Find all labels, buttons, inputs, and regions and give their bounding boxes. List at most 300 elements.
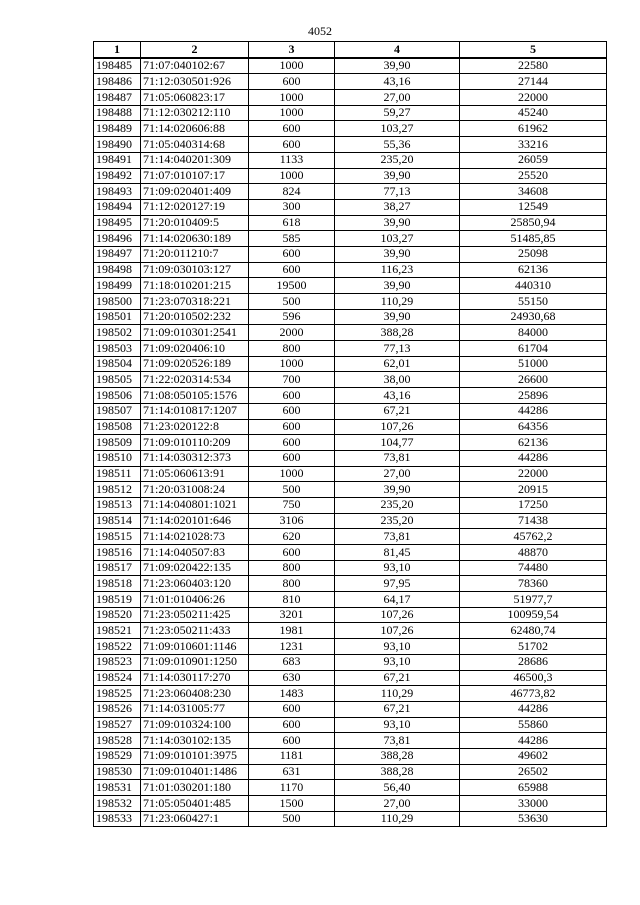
cadastral-number-cell: 71:14:030312:373 [141, 450, 249, 466]
cadastral-number-cell: 71:09:010601:1146 [141, 639, 249, 655]
value-cell: 84000 [460, 325, 607, 341]
value-cell: 22000 [460, 90, 607, 106]
area-cell: 800 [249, 341, 335, 357]
row-id-cell: 198532 [94, 796, 141, 812]
cadastral-number-cell: 71:08:050105:1576 [141, 388, 249, 404]
cadastral-number-cell: 71:09:010901:1250 [141, 654, 249, 670]
cadastral-number-cell: 71:14:030102:135 [141, 733, 249, 749]
table-row [94, 639, 607, 655]
rate-cell: 39,90 [335, 309, 460, 325]
cadastral-number-cell: 71:23:050211:425 [141, 607, 249, 623]
row-id-cell: 198490 [94, 137, 141, 153]
row-id-cell: 198528 [94, 733, 141, 749]
row-id-cell: 198493 [94, 184, 141, 200]
table-row [94, 58, 607, 74]
rate-cell: 38,27 [335, 199, 460, 215]
table-row [94, 623, 607, 639]
area-cell: 630 [249, 670, 335, 686]
rate-cell: 103,27 [335, 231, 460, 247]
rate-cell: 104,77 [335, 435, 460, 451]
value-cell: 12549 [460, 199, 607, 215]
row-id-cell: 198520 [94, 607, 141, 623]
table-row [94, 748, 607, 764]
row-id-cell: 198521 [94, 623, 141, 639]
value-cell: 64356 [460, 419, 607, 435]
row-id-cell: 198500 [94, 294, 141, 310]
cadastral-number-cell: 71:23:070318:221 [141, 294, 249, 310]
area-cell: 750 [249, 497, 335, 513]
area-cell: 1000 [249, 356, 335, 372]
area-cell: 1500 [249, 796, 335, 812]
row-id-cell: 198529 [94, 748, 141, 764]
cadastral-number-cell: 71:07:040102:67 [141, 58, 249, 74]
area-cell: 620 [249, 529, 335, 545]
area-cell: 683 [249, 654, 335, 670]
row-id-cell: 198533 [94, 811, 141, 827]
table-row [94, 497, 607, 513]
cadastral-number-cell: 71:14:040507:83 [141, 545, 249, 561]
row-id-cell: 198515 [94, 529, 141, 545]
table-row [94, 513, 607, 529]
area-cell: 824 [249, 184, 335, 200]
value-cell: 61962 [460, 121, 607, 137]
rate-cell: 27,00 [335, 466, 460, 482]
value-cell: 65988 [460, 780, 607, 796]
cadastral-number-cell: 71:20:010409:5 [141, 215, 249, 231]
rate-cell: 59,27 [335, 105, 460, 121]
value-cell: 33000 [460, 796, 607, 812]
value-cell: 51485,85 [460, 231, 607, 247]
rate-cell: 43,16 [335, 388, 460, 404]
table-row [94, 686, 607, 702]
cadastral-number-cell: 71:23:060427:1 [141, 811, 249, 827]
cadastral-number-cell: 71:14:020606:88 [141, 121, 249, 137]
cadastral-number-cell: 71:20:031008:24 [141, 482, 249, 498]
row-id-cell: 198492 [94, 168, 141, 184]
rate-cell: 93,10 [335, 717, 460, 733]
rate-cell: 97,95 [335, 576, 460, 592]
value-cell: 25098 [460, 246, 607, 262]
area-cell: 1133 [249, 152, 335, 168]
value-cell: 34608 [460, 184, 607, 200]
table-row [94, 780, 607, 796]
area-cell: 500 [249, 811, 335, 827]
table-row [94, 545, 607, 561]
rate-cell: 388,28 [335, 325, 460, 341]
rate-cell: 77,13 [335, 184, 460, 200]
area-cell: 1170 [249, 780, 335, 796]
row-id-cell: 198486 [94, 74, 141, 90]
cadastral-number-cell: 71:23:060403:120 [141, 576, 249, 592]
cadastral-number-cell: 71:05:060613:91 [141, 466, 249, 482]
value-cell: 17250 [460, 497, 607, 513]
table-row [94, 341, 607, 357]
row-id-cell: 198509 [94, 435, 141, 451]
rate-cell: 73,81 [335, 733, 460, 749]
cadastral-number-cell: 71:23:060408:230 [141, 686, 249, 702]
rate-cell: 73,81 [335, 450, 460, 466]
area-cell: 618 [249, 215, 335, 231]
value-cell: 22580 [460, 58, 607, 74]
rate-cell: 93,10 [335, 639, 460, 655]
value-cell: 44286 [460, 403, 607, 419]
table-row [94, 450, 607, 466]
rate-cell: 110,29 [335, 686, 460, 702]
value-cell: 46500,3 [460, 670, 607, 686]
rate-cell: 235,20 [335, 497, 460, 513]
table-row [94, 372, 607, 388]
table-row [94, 560, 607, 576]
area-cell: 600 [249, 121, 335, 137]
value-cell: 78360 [460, 576, 607, 592]
value-cell: 440310 [460, 278, 607, 294]
area-cell: 1181 [249, 748, 335, 764]
rate-cell: 110,29 [335, 811, 460, 827]
table-row [94, 294, 607, 310]
cadastral-number-cell: 71:14:040201:309 [141, 152, 249, 168]
cadastral-number-cell: 71:14:031005:77 [141, 701, 249, 717]
rate-cell: 39,90 [335, 168, 460, 184]
area-cell: 600 [249, 74, 335, 90]
row-id-cell: 198508 [94, 419, 141, 435]
area-cell: 1000 [249, 105, 335, 121]
area-cell: 600 [249, 435, 335, 451]
area-cell: 600 [249, 246, 335, 262]
row-id-cell: 198489 [94, 121, 141, 137]
value-cell: 45762,2 [460, 529, 607, 545]
cadastral-number-cell: 71:09:010101:3975 [141, 748, 249, 764]
row-id-cell: 198522 [94, 639, 141, 655]
value-cell: 26502 [460, 764, 607, 780]
value-cell: 48870 [460, 545, 607, 561]
area-cell: 810 [249, 592, 335, 608]
rate-cell: 39,90 [335, 246, 460, 262]
cadastral-number-cell: 71:09:030103:127 [141, 262, 249, 278]
cadastral-number-cell: 71:18:010201:215 [141, 278, 249, 294]
table-row [94, 356, 607, 372]
table-row [94, 717, 607, 733]
rate-cell: 39,90 [335, 482, 460, 498]
area-cell: 1000 [249, 466, 335, 482]
cadastral-number-cell: 71:20:011210:7 [141, 246, 249, 262]
table-row [94, 529, 607, 545]
rate-cell: 107,26 [335, 623, 460, 639]
area-cell: 600 [249, 701, 335, 717]
value-cell: 28686 [460, 654, 607, 670]
row-id-cell: 198527 [94, 717, 141, 733]
table-row [94, 278, 607, 294]
area-cell: 1000 [249, 58, 335, 74]
cadastral-number-cell: 71:09:020401:409 [141, 184, 249, 200]
table-row [94, 184, 607, 200]
table-row [94, 215, 607, 231]
cadastral-number-cell: 71:09:010401:1486 [141, 764, 249, 780]
table-row [94, 701, 607, 717]
area-cell: 19500 [249, 278, 335, 294]
area-cell: 600 [249, 388, 335, 404]
table-row [94, 403, 607, 419]
row-id-cell: 198502 [94, 325, 141, 341]
value-cell: 26600 [460, 372, 607, 388]
row-id-cell: 198506 [94, 388, 141, 404]
table-row [94, 262, 607, 278]
cadastral-number-cell: 71:09:020422:135 [141, 560, 249, 576]
row-id-cell: 198505 [94, 372, 141, 388]
table-row [94, 199, 607, 215]
row-id-cell: 198487 [94, 90, 141, 106]
table-row [94, 388, 607, 404]
rate-cell: 67,21 [335, 403, 460, 419]
cadastral-number-cell: 71:20:010502:232 [141, 309, 249, 325]
table-row [94, 74, 607, 90]
value-cell: 44286 [460, 733, 607, 749]
value-cell: 71438 [460, 513, 607, 529]
area-cell: 631 [249, 764, 335, 780]
column-header-5: 5 [460, 42, 607, 58]
cadastral-number-cell: 71:09:010301:2541 [141, 325, 249, 341]
rate-cell: 73,81 [335, 529, 460, 545]
cadastral-number-cell: 71:09:020526:189 [141, 356, 249, 372]
value-cell: 74480 [460, 560, 607, 576]
row-id-cell: 198488 [94, 105, 141, 121]
row-id-cell: 198523 [94, 654, 141, 670]
value-cell: 24930,68 [460, 309, 607, 325]
cadastral-number-cell: 71:09:020406:10 [141, 341, 249, 357]
row-id-cell: 198499 [94, 278, 141, 294]
row-id-cell: 198518 [94, 576, 141, 592]
table-row [94, 231, 607, 247]
page-number: 4052 [308, 24, 332, 38]
value-cell: 33216 [460, 137, 607, 153]
rate-cell: 55,36 [335, 137, 460, 153]
value-cell: 62480,74 [460, 623, 607, 639]
table-row [94, 466, 607, 482]
area-cell: 600 [249, 137, 335, 153]
cadastral-number-cell: 71:14:020630:189 [141, 231, 249, 247]
rate-cell: 67,21 [335, 701, 460, 717]
value-cell: 62136 [460, 435, 607, 451]
rate-cell: 81,45 [335, 545, 460, 561]
area-cell: 596 [249, 309, 335, 325]
area-cell: 3106 [249, 513, 335, 529]
table-row [94, 764, 607, 780]
rate-cell: 39,90 [335, 215, 460, 231]
row-id-cell: 198498 [94, 262, 141, 278]
rate-cell: 235,20 [335, 152, 460, 168]
row-id-cell: 198512 [94, 482, 141, 498]
cadastral-number-cell: 71:09:010110:209 [141, 435, 249, 451]
table-row [94, 607, 607, 623]
cadastral-number-cell: 71:12:030212:110 [141, 105, 249, 121]
area-cell: 600 [249, 419, 335, 435]
row-id-cell: 198524 [94, 670, 141, 686]
row-id-cell: 198495 [94, 215, 141, 231]
value-cell: 20915 [460, 482, 607, 498]
cadastral-number-cell: 71:14:040801:1021 [141, 497, 249, 513]
rate-cell: 116,23 [335, 262, 460, 278]
area-cell: 1483 [249, 686, 335, 702]
area-cell: 300 [249, 199, 335, 215]
row-id-cell: 198513 [94, 497, 141, 513]
value-cell: 25896 [460, 388, 607, 404]
table-row [94, 90, 607, 106]
area-cell: 1000 [249, 168, 335, 184]
rate-cell: 56,40 [335, 780, 460, 796]
area-cell: 1000 [249, 90, 335, 106]
rate-cell: 77,13 [335, 341, 460, 357]
rate-cell: 27,00 [335, 90, 460, 106]
cadastral-number-cell: 71:09:010324:100 [141, 717, 249, 733]
cadastral-number-cell: 71:01:010406:26 [141, 592, 249, 608]
table-row [94, 246, 607, 262]
cadastral-number-cell: 71:01:030201:180 [141, 780, 249, 796]
table-row [94, 482, 607, 498]
cadastral-number-cell: 71:12:030501:926 [141, 74, 249, 90]
row-id-cell: 198504 [94, 356, 141, 372]
area-cell: 600 [249, 717, 335, 733]
column-header-4: 4 [335, 42, 460, 58]
cadastral-number-cell: 71:05:040314:68 [141, 137, 249, 153]
row-id-cell: 198501 [94, 309, 141, 325]
row-id-cell: 198525 [94, 686, 141, 702]
cadastral-number-cell: 71:05:050401:485 [141, 796, 249, 812]
row-id-cell: 198519 [94, 592, 141, 608]
area-cell: 600 [249, 545, 335, 561]
table-row [94, 811, 607, 827]
area-cell: 800 [249, 576, 335, 592]
value-cell: 45240 [460, 105, 607, 121]
area-cell: 2000 [249, 325, 335, 341]
rate-cell: 39,90 [335, 58, 460, 74]
column-header-3: 3 [249, 42, 335, 58]
area-cell: 1981 [249, 623, 335, 639]
value-cell: 22000 [460, 466, 607, 482]
rate-cell: 103,27 [335, 121, 460, 137]
table-row [94, 796, 607, 812]
cadastral-number-cell: 71:14:020101:646 [141, 513, 249, 529]
row-id-cell: 198507 [94, 403, 141, 419]
row-id-cell: 198491 [94, 152, 141, 168]
table-row [94, 325, 607, 341]
value-cell: 55150 [460, 294, 607, 310]
value-cell: 25520 [460, 168, 607, 184]
row-id-cell: 198494 [94, 199, 141, 215]
value-cell: 51702 [460, 639, 607, 655]
table-row [94, 654, 607, 670]
row-id-cell: 198485 [94, 58, 141, 74]
rate-cell: 388,28 [335, 748, 460, 764]
cadastral-number-cell: 71:14:010817:1207 [141, 403, 249, 419]
table-row [94, 309, 607, 325]
area-cell: 1231 [249, 639, 335, 655]
table-row [94, 152, 607, 168]
row-id-cell: 198531 [94, 780, 141, 796]
cadastral-number-cell: 71:05:060823:17 [141, 90, 249, 106]
area-cell: 500 [249, 482, 335, 498]
table-row [94, 576, 607, 592]
value-cell: 27144 [460, 74, 607, 90]
rate-cell: 27,00 [335, 796, 460, 812]
area-cell: 600 [249, 733, 335, 749]
cadastral-number-cell: 71:14:030117:270 [141, 670, 249, 686]
row-id-cell: 198503 [94, 341, 141, 357]
value-cell: 51977,7 [460, 592, 607, 608]
value-cell: 44286 [460, 701, 607, 717]
table-row [94, 670, 607, 686]
table-row [94, 435, 607, 451]
value-cell: 25850,94 [460, 215, 607, 231]
cadastral-number-cell: 71:23:020122:8 [141, 419, 249, 435]
table-row [94, 592, 607, 608]
row-id-cell: 198514 [94, 513, 141, 529]
value-cell: 55860 [460, 717, 607, 733]
rate-cell: 62,01 [335, 356, 460, 372]
value-cell: 26059 [460, 152, 607, 168]
area-cell: 500 [249, 294, 335, 310]
row-id-cell: 198526 [94, 701, 141, 717]
rate-cell: 107,26 [335, 607, 460, 623]
column-header-2: 2 [141, 42, 249, 58]
rate-cell: 235,20 [335, 513, 460, 529]
value-cell: 49602 [460, 748, 607, 764]
rate-cell: 67,21 [335, 670, 460, 686]
cadastral-number-cell: 71:23:050211:433 [141, 623, 249, 639]
cadastral-number-cell: 71:22:020314:534 [141, 372, 249, 388]
table-header-row [94, 42, 607, 58]
column-header-1: 1 [94, 42, 141, 58]
cadastral-number-cell: 71:07:010107:17 [141, 168, 249, 184]
area-cell: 3201 [249, 607, 335, 623]
value-cell: 51000 [460, 356, 607, 372]
cadastral-number-cell: 71:14:021028:73 [141, 529, 249, 545]
area-cell: 600 [249, 450, 335, 466]
row-id-cell: 198511 [94, 466, 141, 482]
value-cell: 62136 [460, 262, 607, 278]
row-id-cell: 198496 [94, 231, 141, 247]
area-cell: 600 [249, 403, 335, 419]
area-cell: 700 [249, 372, 335, 388]
row-id-cell: 198497 [94, 246, 141, 262]
rate-cell: 110,29 [335, 294, 460, 310]
rate-cell: 38,00 [335, 372, 460, 388]
row-id-cell: 198516 [94, 545, 141, 561]
value-cell: 46773,82 [460, 686, 607, 702]
rate-cell: 64,17 [335, 592, 460, 608]
table-row [94, 137, 607, 153]
row-id-cell: 198517 [94, 560, 141, 576]
table-row [94, 419, 607, 435]
rate-cell: 93,10 [335, 654, 460, 670]
table-row [94, 733, 607, 749]
area-cell: 585 [249, 231, 335, 247]
rate-cell: 388,28 [335, 764, 460, 780]
area-cell: 600 [249, 262, 335, 278]
value-cell: 53630 [460, 811, 607, 827]
rate-cell: 107,26 [335, 419, 460, 435]
area-cell: 800 [249, 560, 335, 576]
rate-cell: 93,10 [335, 560, 460, 576]
table-row [94, 168, 607, 184]
table-body [94, 58, 607, 827]
rate-cell: 43,16 [335, 74, 460, 90]
row-id-cell: 198530 [94, 764, 141, 780]
table-row [94, 105, 607, 121]
value-cell: 100959,54 [460, 607, 607, 623]
value-cell: 44286 [460, 450, 607, 466]
table-row [94, 121, 607, 137]
row-id-cell: 198510 [94, 450, 141, 466]
cadastral-number-cell: 71:12:020127:19 [141, 199, 249, 215]
